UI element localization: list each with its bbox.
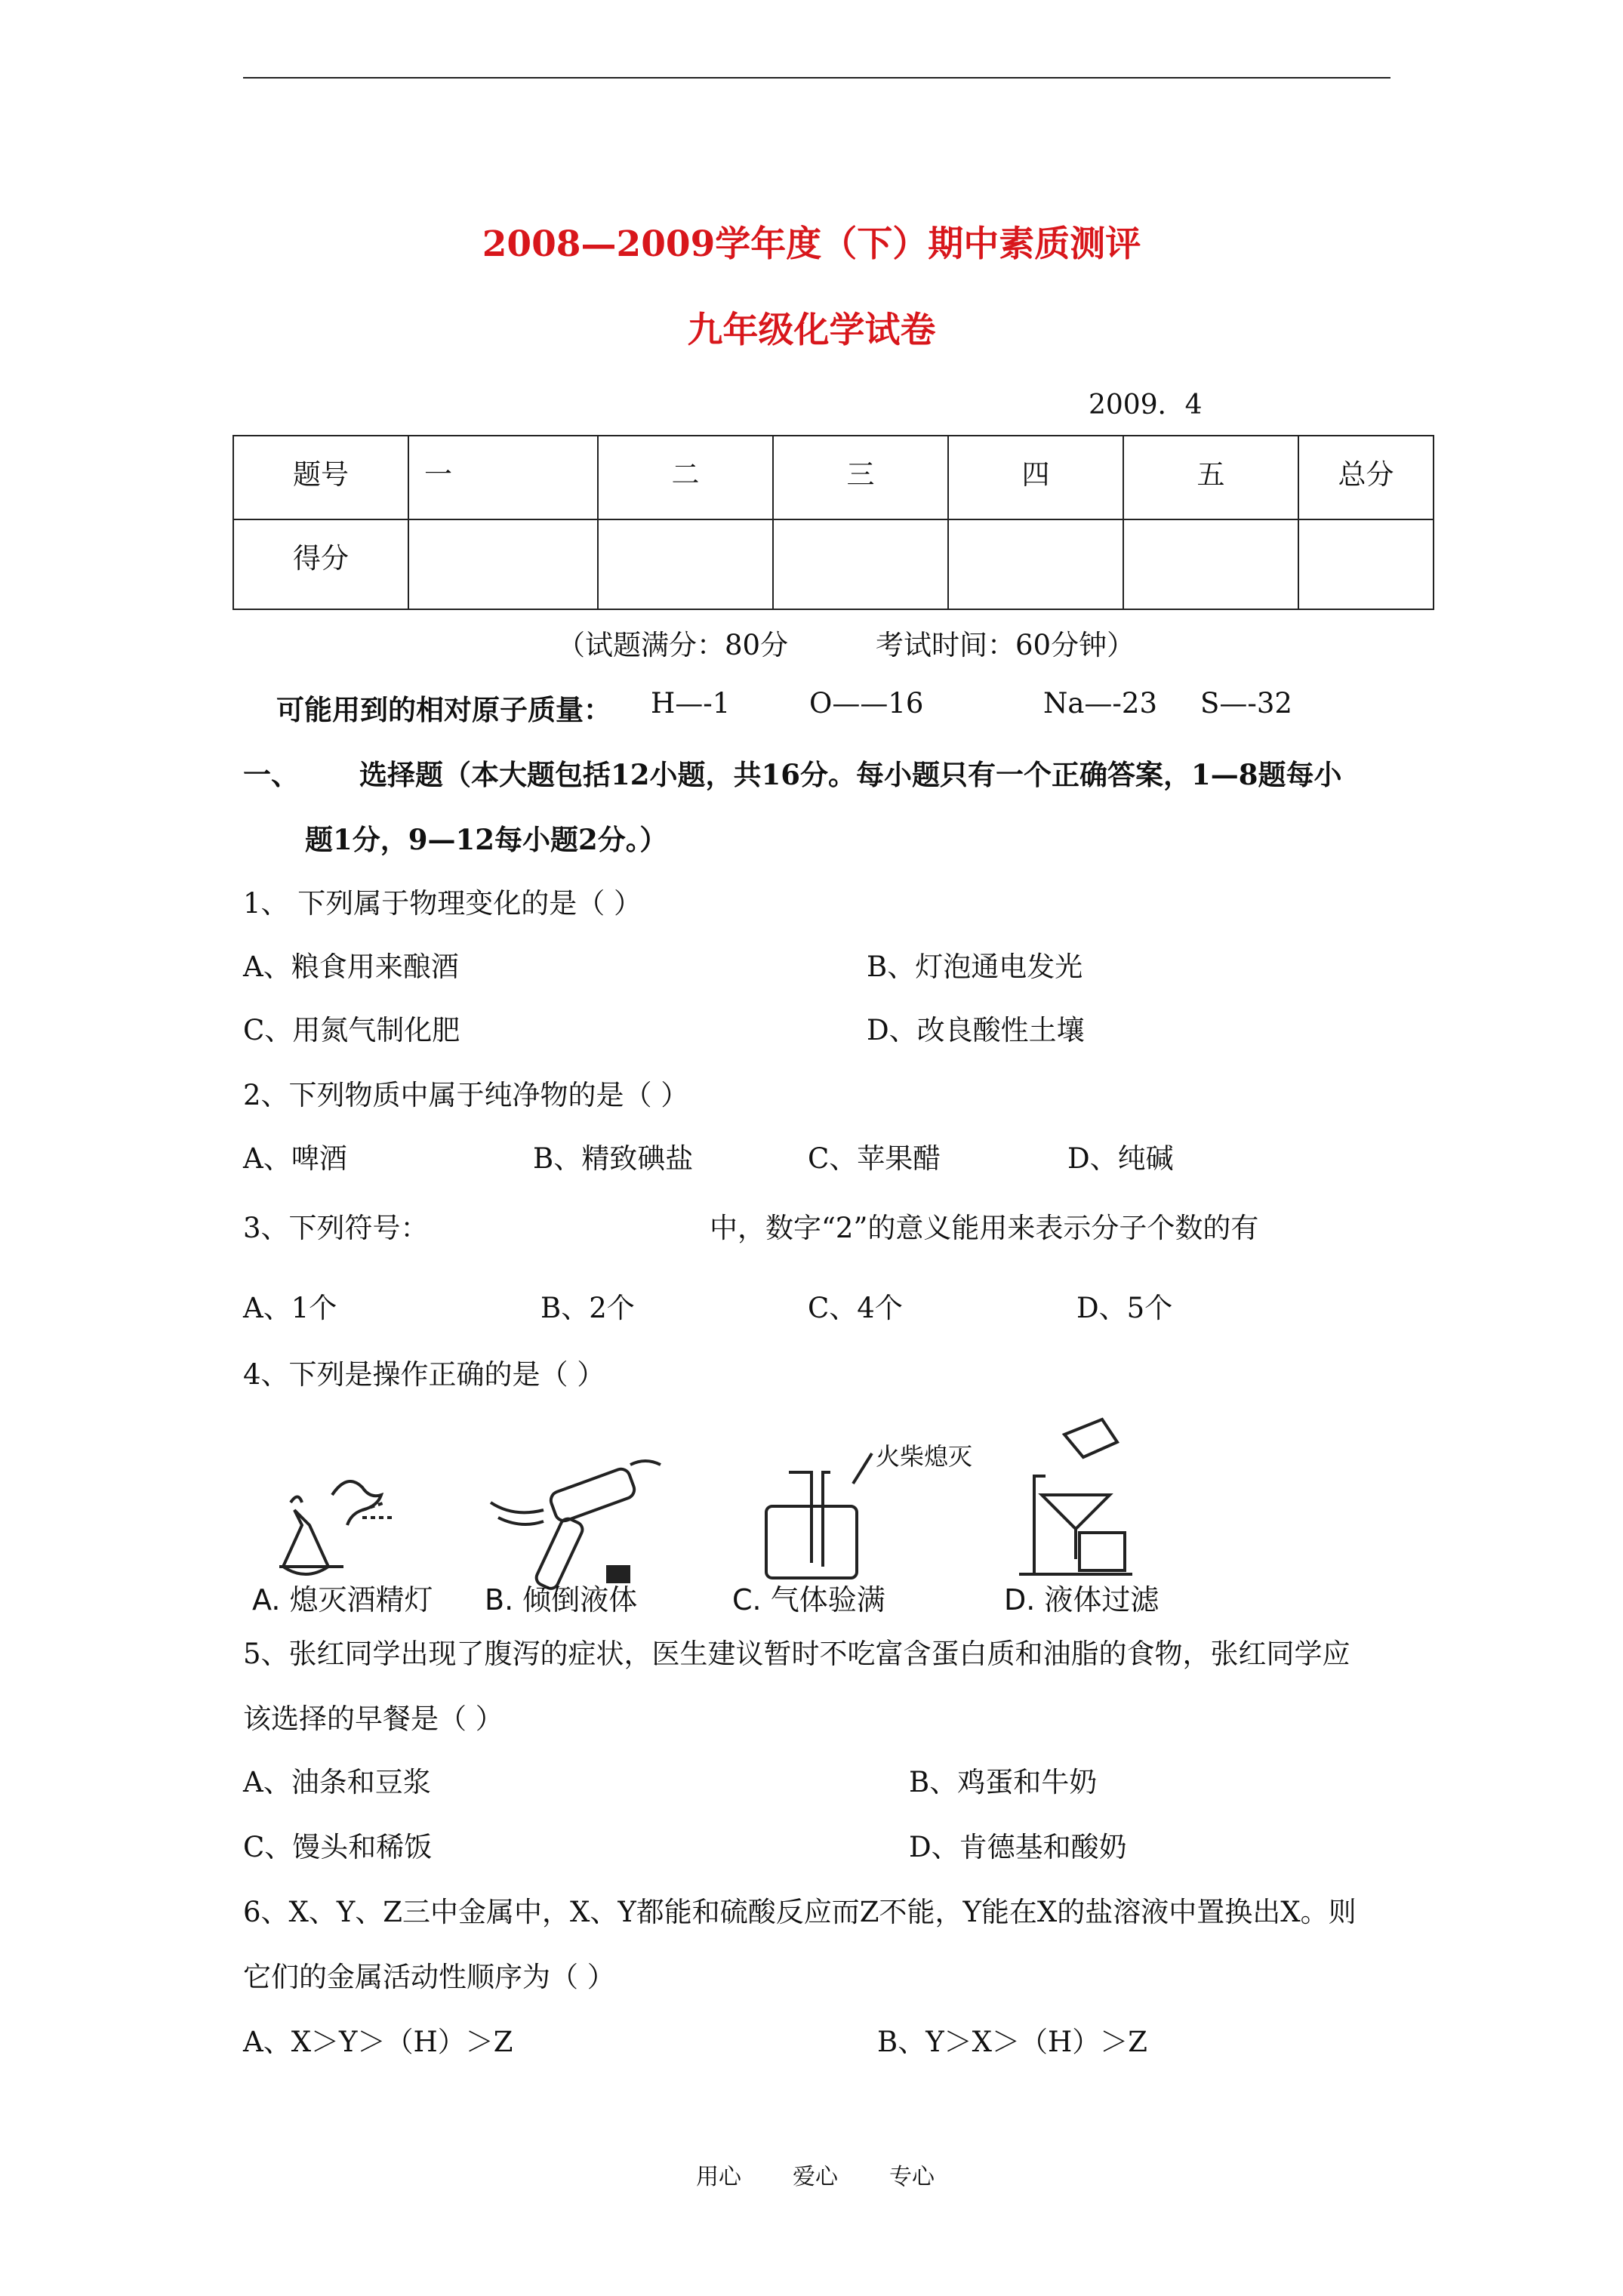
exam-subtitle: 九年级化学试卷 [687,310,936,351]
atomic-mass-value: O——16 [809,687,924,720]
option-a: A、油条和豆浆 [243,1766,431,1798]
gas-check-illustration [766,1453,872,1578]
score-table-blank-cell [408,519,598,609]
option-c: C、馒头和稀饭 [243,1831,433,1863]
score-table-cell: 四 [948,436,1123,519]
score-table-blank-cell [1123,519,1298,609]
question-stem: 4、下列是操作正确的是（ ） [243,1358,605,1391]
exam-time: 考试时间：60分钟） [876,629,1135,661]
option-b: B、2个 [540,1292,635,1324]
option-b: B、灯泡通电发光 [867,951,1083,983]
question-stem: 6、X、Y、Z三中金属中，X、Y都能和硫酸反应而Z不能，Y能在X的盐溶液中置换出X。则 [243,1896,1357,1928]
option-d: D、5个 [1076,1292,1173,1324]
figure-caption: D. 液体过滤 [1004,1583,1160,1616]
alcohol-lamp-illustration [279,1481,393,1574]
section-heading: 选择题（本大题包括12小题，共16分。每小题只有一个正确答案，1—8题每小 [359,758,1342,791]
option-c: C、苹果醋 [808,1142,941,1175]
atomic-mass-value: S—-32 [1200,687,1292,720]
score-table-cell: 题号 [233,436,408,519]
option-a: A、啤酒 [243,1142,347,1175]
option-d: D、肯德基和酸奶 [909,1831,1127,1863]
score-table-cell: 二 [598,436,773,519]
section-heading-cont: 题1分，9—12每小题2分。） [305,823,668,856]
score-table-cell: 得分 [233,519,408,609]
figure-caption: A. 熄灭酒精灯 [252,1583,433,1616]
top-rule [243,77,1390,79]
lab-operations-figure [249,1412,1230,1616]
score-table-score-row [233,519,1434,609]
option-a: A、X＞Y＞（H）＞Z [243,2026,513,2058]
full-marks: （试题满分：80分 [557,629,789,661]
score-table-cell: 三 [773,436,948,519]
score-table-blank-cell [1298,519,1434,609]
score-table-blank-cell [598,519,773,609]
footer-text: 专心 [889,2164,935,2190]
score-table-blank-cell [948,519,1123,609]
score-table-header-row [233,436,1434,519]
question-stem: 2、下列物质中属于纯净物的是（ ） [243,1079,689,1111]
question-stem-cont: 该选择的早餐是（ ） [243,1703,504,1735]
question-stem-cont: 中，数字“2”的意义能用来表示分子个数的有 [710,1212,1259,1244]
option-d: D、纯碱 [1067,1142,1174,1175]
filtration-illustration [1019,1419,1132,1574]
section-number: 一、 [243,758,299,791]
score-table-cell: 五 [1123,436,1298,519]
score-table-cell: 一 [408,436,598,519]
exam-date: 2009．4 [1089,390,1203,421]
atomic-mass-value: Na—-23 [1043,687,1158,720]
score-table-cell: 总分 [1298,436,1434,519]
option-a: A、粮食用来酿酒 [243,951,459,983]
figure-caption: C. 气体验满 [732,1583,885,1616]
atomic-mass-label: 可能用到的相对原子质量： [276,693,611,726]
exam-title: 2008—2009学年度（下）期中素质测评 [482,223,1141,265]
question-stem: 3、下列符号： [243,1212,429,1244]
option-b: B、鸡蛋和牛奶 [909,1766,1098,1798]
pour-liquid-illustration [491,1461,661,1591]
option-b: B、Y＞X＞（H）＞Z [877,2026,1147,2058]
question-stem: 1、 下列属于物理变化的是（ ） [243,887,642,920]
question-stem: 5、张红同学出现了腹泻的症状，医生建议暂时不吃富含蛋白质和油脂的食物，张红同学应 [243,1638,1350,1670]
score-table [233,435,1434,610]
option-c: C、用氮气制化肥 [243,1014,460,1046]
question-stem-cont: 它们的金属活动性顺序为（ ） [243,1961,615,1993]
option-d: D、改良酸性土壤 [867,1014,1085,1046]
footer-text: 用心 [696,2164,741,2190]
score-table-blank-cell [773,519,948,609]
option-b: B、精致碘盐 [533,1142,694,1175]
option-a: A、1个 [243,1292,337,1324]
figure-note: 火柴熄灭 [876,1442,973,1471]
option-c: C、4个 [808,1292,903,1324]
footer-text: 爱心 [793,2164,838,2190]
atomic-mass-value: H—-1 [651,687,731,720]
figure-caption: B. 倾倒液体 [485,1583,638,1616]
